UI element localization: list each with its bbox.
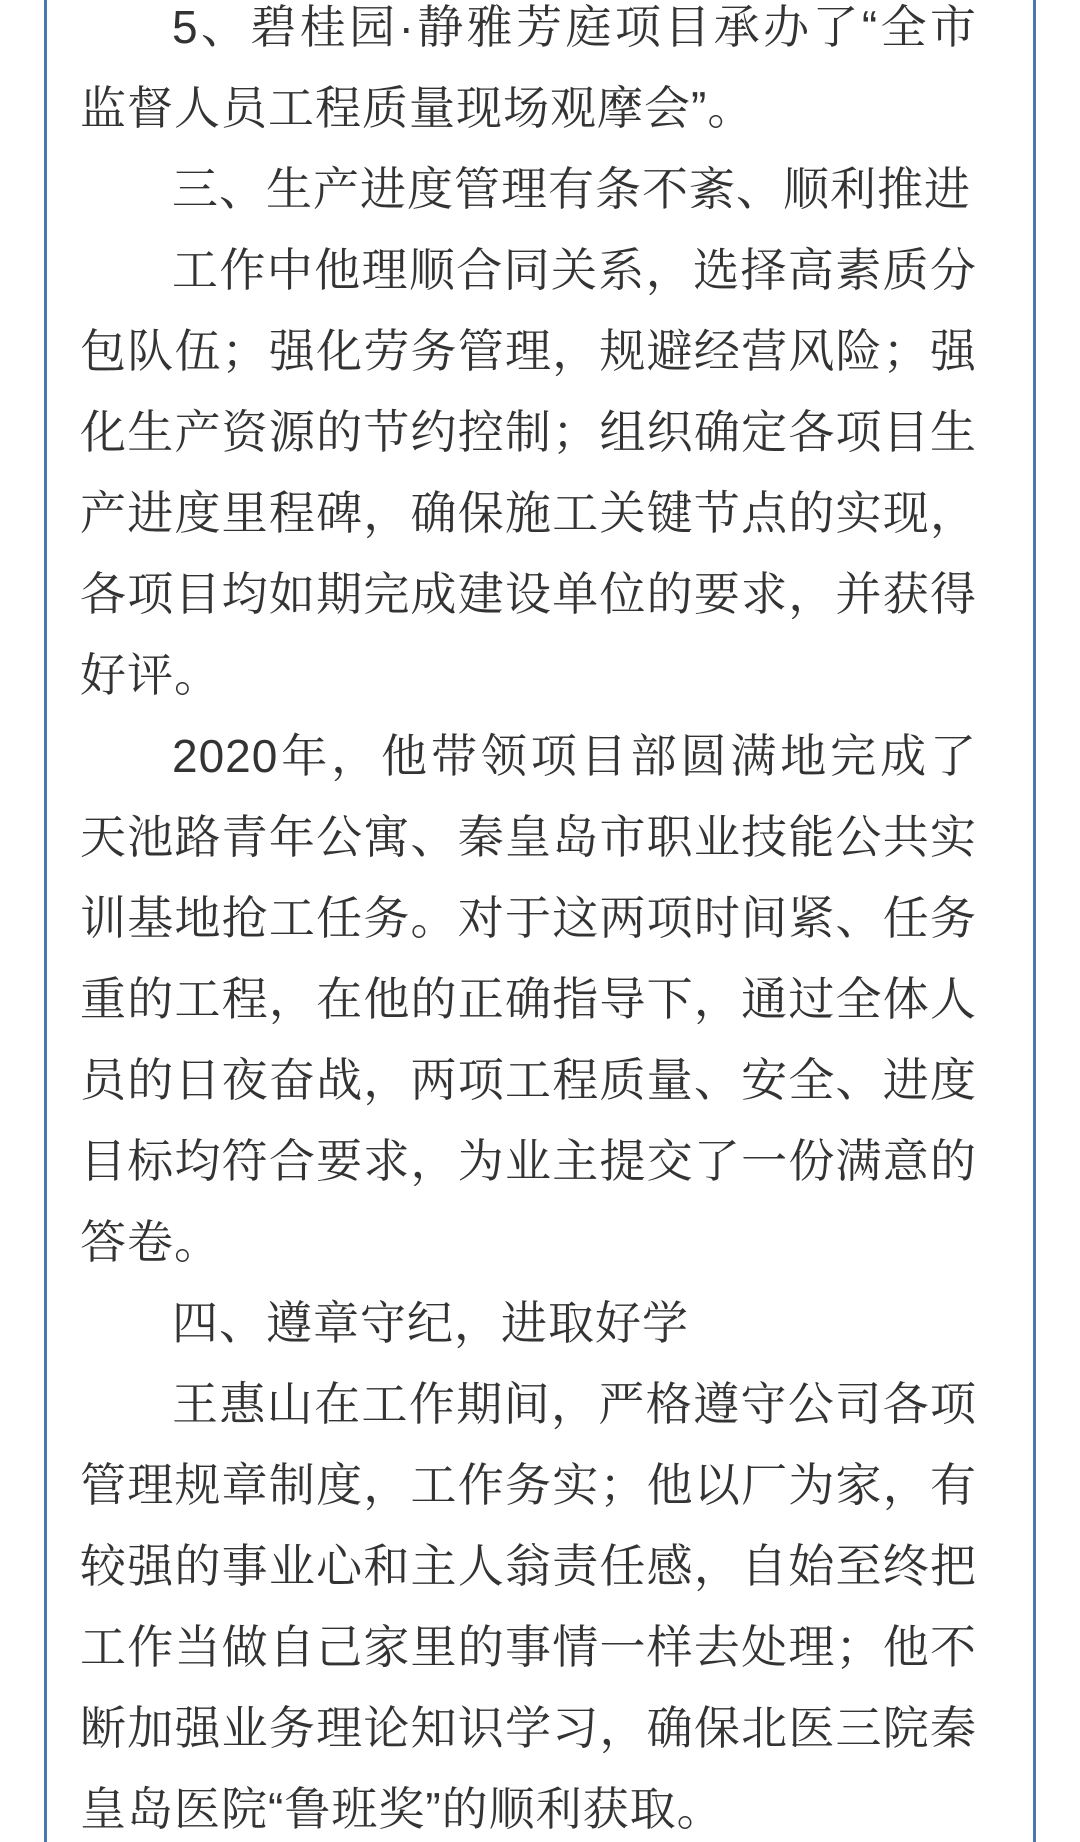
paragraph-heading-section-3: 三、生产进度管理有条不紊、顺利推进: [172, 163, 971, 215]
left-border-rule: [44, 0, 47, 1842]
paragraph-section-3-body: 工作中他理顺合同关系，选择高素质分包队伍；强化劳务管理，规避经营风险；强化生产资源的节约控制；组织确定各项目生产进度里程碑，确保施工关键节点的实现，各项目均如期完成建设单位的要求，并获得好评。: [80, 244, 977, 701]
paragraph-item-5: 5、碧桂园·静雅芳庭项目承办了“全市监督人员工程质量现场观摩会”。: [80, 1, 977, 134]
paragraph-section-4-body: 王惠山在工作期间，严格遵守公司各项管理规章制度，工作务实；他以厂为家，有较强的事业心和主人翁责任感，自始至终把工作当做自己家里的事情一样去处理；他不断加强业务理论知识学习，确保北医三院秦皇岛医院“鲁班奖”的顺利获取。: [80, 1378, 977, 1835]
right-border-rule: [1033, 0, 1036, 1842]
paragraph-2020-achievements: 2020年，他带领项目部圆满地完成了天池路青年公寓、秦皇岛市职业技能公共实训基地抢工任务。对于这两项时间紧、任务重的工程，在他的正确指导下，通过全体人员的日夜奋战，两项工程质量、安全、进度目标均符合要求，为业主提交了一份满意的答卷。: [80, 730, 977, 1268]
paragraph-heading-section-4: 四、遵章守纪，进取好学: [172, 1297, 689, 1349]
document-body: [80, 0, 977, 1842]
